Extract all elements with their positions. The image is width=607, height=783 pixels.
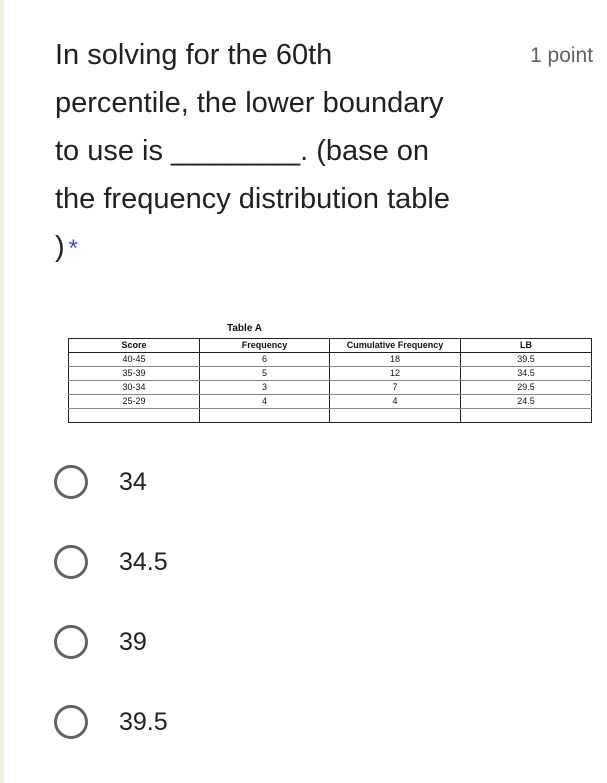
option-39[interactable]	[54, 620, 354, 664]
cell-lb: 34.5	[461, 367, 592, 381]
radio-button[interactable]	[54, 625, 88, 659]
cell-cumulative-frequency: 18	[330, 353, 461, 367]
required-asterisk: *	[68, 235, 79, 262]
cell-score: 25-29	[69, 395, 200, 409]
table-row	[69, 353, 592, 367]
cell-cumulative-frequency: 7	[330, 381, 461, 395]
question-line-2: percentile, the lower boundary	[55, 87, 444, 119]
cell-frequency: 6	[200, 353, 330, 367]
table-row-empty	[69, 409, 592, 423]
page-edge	[0, 0, 4, 783]
cell-score: 30-34	[69, 381, 200, 395]
header-frequency: Frequency	[200, 339, 330, 353]
question-line-4: the frequency distribution table	[55, 183, 450, 215]
radio-button[interactable]	[54, 705, 88, 739]
radio-button[interactable]	[54, 545, 88, 579]
radio-button[interactable]	[54, 465, 88, 499]
question-line-5-text: )	[55, 231, 65, 263]
table-row	[69, 367, 592, 381]
empty-cell	[200, 409, 330, 423]
points-label: 1 point	[530, 44, 594, 67]
empty-cell	[330, 409, 461, 423]
option-label: 39.5	[119, 707, 168, 736]
header-lb: LB	[461, 339, 592, 353]
empty-cell	[461, 409, 592, 423]
cell-lb: 24.5	[461, 395, 592, 409]
option-label: 34.5	[119, 547, 168, 576]
question-line-3: to use is ________. (base on	[55, 135, 430, 167]
cell-frequency: 5	[200, 367, 330, 381]
option-label: 39	[119, 627, 147, 656]
cell-score: 40-45	[69, 353, 200, 367]
cell-score: 35-39	[69, 367, 200, 381]
table-caption: Table A	[227, 323, 263, 334]
header-cumulative-frequency: Cumulative Frequency	[330, 339, 461, 353]
table-row	[69, 395, 592, 409]
empty-cell	[69, 409, 200, 423]
cell-cumulative-frequency: 12	[330, 367, 461, 381]
question-line-5	[55, 223, 525, 273]
table-header-row	[69, 339, 592, 353]
cell-lb: 29.5	[461, 381, 592, 395]
option-39-5[interactable]	[54, 700, 354, 744]
cell-frequency: 3	[200, 381, 330, 395]
cell-cumulative-frequency: 4	[330, 395, 461, 409]
table-row	[69, 381, 592, 395]
option-34-5[interactable]	[54, 540, 354, 584]
option-34[interactable]	[54, 460, 354, 504]
option-label: 34	[119, 467, 147, 496]
cell-frequency: 4	[200, 395, 330, 409]
question-text	[55, 31, 525, 273]
frequency-table	[68, 338, 592, 423]
header-score: Score	[69, 339, 200, 353]
cell-lb: 39.5	[461, 353, 592, 367]
question-line-1: In solving for the 60th	[55, 39, 333, 71]
